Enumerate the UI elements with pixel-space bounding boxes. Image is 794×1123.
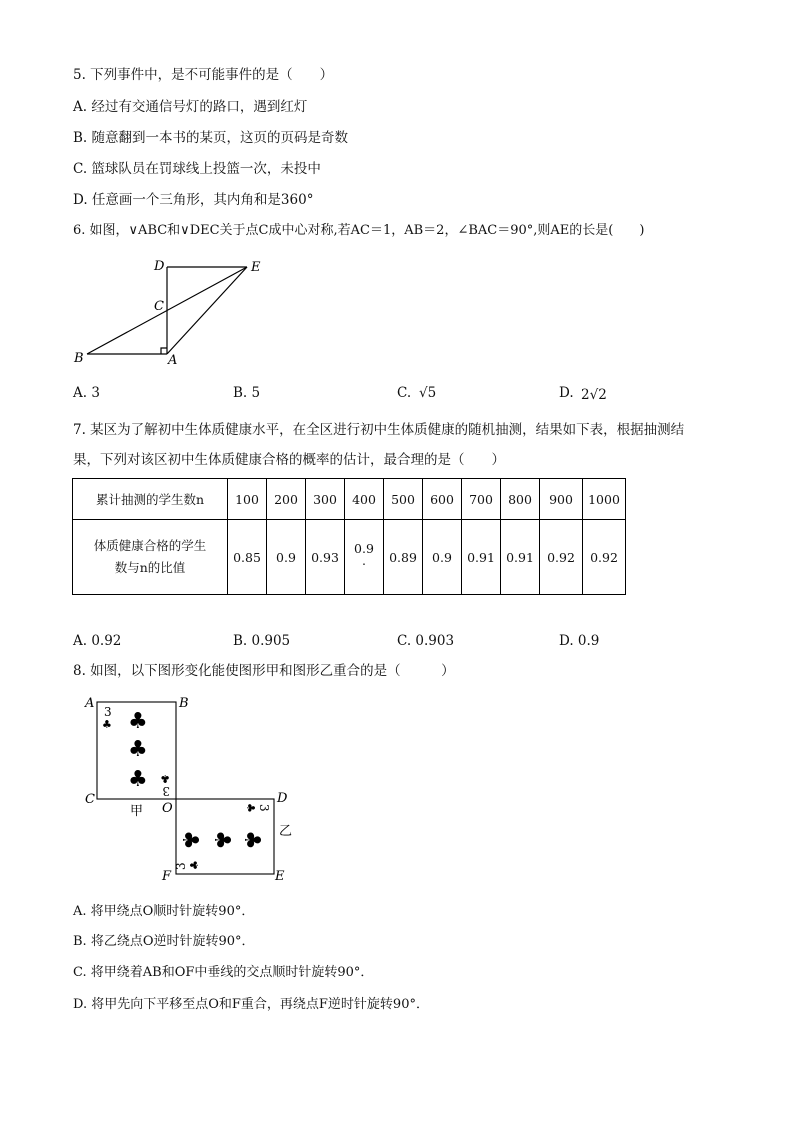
q6-label-c: C xyxy=(154,299,164,314)
q8-figure xyxy=(80,690,305,890)
ratio-cell: 0.92 xyxy=(583,520,626,595)
club-icon: ♣ xyxy=(102,718,112,731)
q6-option-c-value: √5 xyxy=(419,385,437,401)
q7-data-table xyxy=(72,478,626,595)
q8-option-d: D. 将甲先向下平移至点O和F重合，再绕点F逆时针旋转90°． xyxy=(73,997,429,1012)
count-cell: 700 xyxy=(462,479,501,520)
q6-label-a: A xyxy=(168,353,178,368)
club-icon: ♣ xyxy=(239,830,264,850)
q8-label-f: F xyxy=(162,869,172,884)
club-icon: ♣ xyxy=(188,860,201,870)
table-row-ratio xyxy=(73,520,626,595)
q6-option-d-prefix: D. xyxy=(559,385,574,401)
q5-option-b: B. 随意翻到一本书的某页，这页的页码是奇数 xyxy=(73,130,349,146)
card-yi-rank-inverted: 3 xyxy=(174,862,188,870)
q6-option-a: A. 3 xyxy=(73,385,100,401)
club-icon: ♣ xyxy=(244,803,257,813)
count-cell: 400 xyxy=(345,479,384,520)
q7-option-b: B. 0.905 xyxy=(233,633,291,649)
q8-label-a: A xyxy=(85,696,95,711)
q8-option-a: A. 将甲绕点O顺时针旋转90°． xyxy=(73,904,255,919)
club-icon: ♣ xyxy=(160,772,170,785)
q7-option-a: A. 0.92 xyxy=(73,633,122,649)
q7-stem-line2: 果，下列对该区初中生体质健康合格的概率的估计，最合理的是（ ） xyxy=(73,452,505,468)
q8-label-b: B xyxy=(179,696,189,711)
ratio-cell: 0.91 xyxy=(462,520,501,595)
count-cell: 300 xyxy=(306,479,345,520)
q6-label-e: E xyxy=(251,260,261,275)
q6-option-c-prefix: C. xyxy=(397,385,412,401)
q5-option-a: A. 经过有交通信号灯的路口，遇到红灯 xyxy=(73,99,308,115)
count-cell: 600 xyxy=(423,479,462,520)
club-icon: ♣ xyxy=(177,830,202,850)
q5-option-c: C. 篮球队员在罚球线上投篮一次，未投中 xyxy=(73,161,321,177)
count-cell: 900 xyxy=(540,479,583,520)
q8-stem: 8. 如图，以下图形变化能使图形甲和图形乙重合的是（ ） xyxy=(73,663,455,679)
ratio-cell: 0.9 xyxy=(267,520,306,595)
ratio-cell: 0.85 xyxy=(228,520,267,595)
card-yi-rank: 3 xyxy=(257,804,271,812)
ratio-cell: 0.9 xyxy=(423,520,462,595)
count-cell: 100 xyxy=(228,479,267,520)
ratio-cell: 0.93 xyxy=(306,520,345,595)
q6-stem: 6. 如图，∨ABC和∨DEC关于点C成中心对称,若AC＝1，AB＝2，∠BAC＝90°,则AE的长是( ) xyxy=(73,223,645,238)
count-cell: 500 xyxy=(384,479,423,520)
q6-label-d: D xyxy=(154,259,165,274)
club-icon: ♣ xyxy=(209,830,234,850)
q8-label-d: D xyxy=(277,791,288,806)
q8-label-yi: 乙 xyxy=(279,824,293,839)
row1-header: 累计抽测的学生数n xyxy=(73,479,228,520)
q8-option-b: B. 将乙绕点O逆时针旋转90°． xyxy=(73,934,255,949)
q6-label-b: B xyxy=(74,351,84,366)
q6-option-d-value: 2√2 xyxy=(581,387,607,403)
ratio-cell-dot: . xyxy=(362,553,366,568)
count-cell: 1000 xyxy=(583,479,626,520)
q5-stem: 5. 下列事件中，是不可能事件的是（ ） xyxy=(73,67,334,83)
count-cell: 800 xyxy=(501,479,540,520)
club-icon: ♣ xyxy=(128,709,148,734)
table-row-count xyxy=(73,479,626,520)
q8-label-c: C xyxy=(85,792,95,807)
q6-figure xyxy=(70,252,280,370)
row2-header-line2: 数与n的比值 xyxy=(114,560,186,575)
q5-option-d: D. 任意画一个三角形，其内角和是360° xyxy=(73,192,314,208)
ratio-cell-value: 0.9 xyxy=(354,541,374,556)
q8-label-e: E xyxy=(275,869,285,884)
card-jia-rank-inverted: 3 xyxy=(162,784,170,798)
q8-option-c: C. 将甲绕着AB和OF中垂线的交点顺时针旋转90°． xyxy=(73,965,374,980)
q7-option-c: C. 0.903 xyxy=(397,633,455,649)
ratio-cell: 0.89 xyxy=(384,520,423,595)
ratio-cell: 0.92 xyxy=(540,520,583,595)
row2-header-line1: 体质健康合格的学生 xyxy=(93,538,207,553)
q7-stem-line1: 7. 某区为了解初中生体质健康水平，在全区进行初中生体质健康的随机抽测，结果如下表，根据抽测结 xyxy=(73,422,685,438)
ratio-cell-split xyxy=(345,520,384,595)
q8-label-o: O xyxy=(162,801,173,816)
q8-label-jia: 甲 xyxy=(130,804,144,819)
q6-option-b: B. 5 xyxy=(233,385,261,401)
row2-header xyxy=(73,520,228,595)
count-cell: 200 xyxy=(267,479,306,520)
q7-option-d: D. 0.9 xyxy=(559,633,600,649)
ratio-cell: 0.91 xyxy=(501,520,540,595)
club-icon: ♣ xyxy=(128,737,148,762)
card-jia-rank: 3 xyxy=(104,705,112,719)
club-icon: ♣ xyxy=(128,767,148,792)
